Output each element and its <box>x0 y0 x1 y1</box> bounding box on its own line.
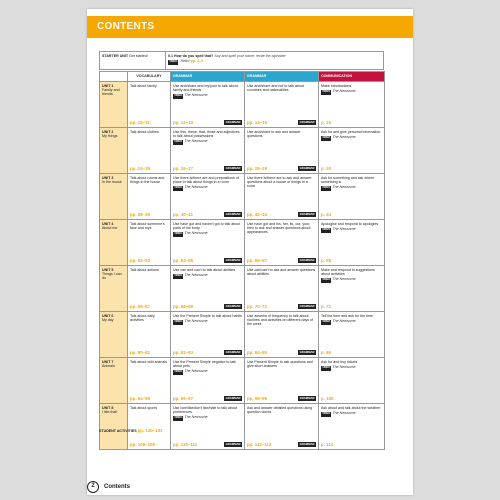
grammar-cell-1 <box>171 82 245 128</box>
unit-number: UNIT 1 <box>102 84 114 88</box>
page-number-badge: 2 <box>87 481 99 493</box>
grammar-cell-2 <box>245 404 319 450</box>
communication-cell <box>319 82 385 128</box>
grammar-cell-1 <box>171 128 245 174</box>
communication-pages: p. 58 <box>321 257 332 263</box>
grammar-badge: GRAMMAR <box>225 166 241 171</box>
video-badge: VIDEO <box>174 232 183 236</box>
vocabulary-cell <box>128 266 171 312</box>
communication-cell <box>319 266 385 312</box>
vocabulary-pages: pp. 108–109 <box>130 441 155 447</box>
video-badge: VIDEO <box>174 370 183 374</box>
grammar-pages-2: pp. 56–57 <box>247 257 268 263</box>
footer-section-label: Contents <box>104 484 130 490</box>
unit-cell <box>100 404 128 450</box>
vocabulary-pages: pp. 38–39 <box>130 211 151 217</box>
vocabulary-pages: pp. 66–67 <box>130 303 151 309</box>
unit-title: Things I can do <box>102 272 122 281</box>
starter-video-badge: VIDEO <box>169 60 178 64</box>
unit-title: Family and friends <box>102 88 120 97</box>
grammar-pages-2: pp. 84–85 <box>247 349 268 355</box>
video-badge: VIDEO <box>322 412 331 415</box>
grammar-cell-2 <box>245 128 319 174</box>
contents-header-band <box>87 16 413 38</box>
grammar-badge: GRAMMAR <box>299 120 315 125</box>
video-title: The Newsome <box>332 89 356 93</box>
grammar-text-1: Use there is/there are and prepositions of place to talk about things in a room <box>173 176 239 185</box>
video-badge: VIDEO <box>174 186 183 190</box>
unit-number: UNIT 6 <box>102 314 114 318</box>
vocabulary-header: VOCABULARY <box>128 72 171 82</box>
grammar-pages-2: pp. 98–99 <box>247 395 268 401</box>
grammar-cell-2 <box>245 266 319 312</box>
grammar-badge: GRAMMAR <box>225 120 241 125</box>
vocabulary-pages: pp. 10–11 <box>130 119 150 125</box>
header-blank-cell <box>100 72 128 82</box>
unit-row <box>100 220 385 266</box>
video-title: The Newsome <box>184 93 208 98</box>
vocabulary-pages: pp. 52–53 <box>130 257 151 263</box>
communication-pages: p. 16 <box>321 119 332 125</box>
grammar-text-1: Use can and can't to talk about abilities <box>173 268 236 272</box>
vocabulary-cell <box>128 220 171 266</box>
grammar-text-1: Use and/share and my/your to talk about family and friends <box>173 84 238 93</box>
grammar-pages-2: pp. 112–113 <box>247 441 272 447</box>
vocabulary-cell <box>128 312 171 358</box>
unit-cell <box>100 128 128 174</box>
communication-text: Make and respond to suggestions about activities <box>321 268 375 277</box>
unit-row <box>100 312 385 358</box>
vocabulary-text: Talk about actions <box>130 268 159 272</box>
grammar-pages-2: pp. 70–71 <box>247 303 268 309</box>
communication-pages: p. 100 <box>321 395 334 401</box>
communication-text: Ask for something and ask where something is <box>321 176 375 185</box>
communication-pages: p. 114 <box>321 441 334 447</box>
grammar-text-2: Use and/share and not to talk about countries and nationalities <box>247 84 304 93</box>
grammar-text-2: Use there is/there are to ask and answer questions about a house or things in a room <box>247 176 312 189</box>
video-title: The Newsome <box>184 185 208 190</box>
unit-number: UNIT 8 <box>102 406 114 410</box>
video-badge: VIDEO <box>174 274 183 277</box>
communication-text: Ask about and talk about the weather <box>321 406 381 410</box>
grammar-pages-1: pp. 12–13 <box>173 119 194 125</box>
grammar-badge: GRAMMAR <box>225 350 241 355</box>
grammar-pages-2: pp. 42–43 <box>247 211 268 217</box>
vocabulary-cell <box>128 82 171 128</box>
unit-row <box>100 404 385 450</box>
unit-cell <box>100 220 128 266</box>
video-badge: VIDEO <box>322 186 331 190</box>
vocabulary-text: Talk about rooms and things in the house <box>130 176 165 185</box>
unit-number: UNIT 3 <box>102 176 114 180</box>
grammar-pages-1: pp. 96–97 <box>173 395 194 401</box>
grammar-badge: GRAMMAR <box>299 304 315 309</box>
grammar-badge: GRAMMAR <box>299 258 315 263</box>
unit-title: Animals <box>102 364 115 369</box>
grammar-cell-2 <box>245 174 319 220</box>
vocabulary-text: Talk about clothes <box>130 130 159 134</box>
contents-page <box>87 9 413 495</box>
vocabulary-cell <box>128 358 171 404</box>
communication-text: Ask for and give personal information <box>321 130 381 134</box>
communication-cell <box>319 404 385 450</box>
video-title: The Newsome <box>184 231 208 236</box>
unit-number: UNIT 7 <box>102 360 114 364</box>
page-title: CONTENTS <box>97 21 155 32</box>
grammar-text-2: Use can/can't to ask and answer questions about abilities <box>247 268 316 277</box>
starter-pages: pp. 4–5 <box>190 59 204 64</box>
starter-unit-label-cell <box>100 52 166 69</box>
grammar-text-1: Use have got and haven't got to talk about parts of the body <box>173 222 241 231</box>
unit-number: UNIT 4 <box>102 222 114 226</box>
video-title: The Newsome <box>332 411 356 415</box>
grammar-text-1: Use the Present Simple to talk about habits <box>173 314 242 318</box>
grammar-text-2: Ask and answer detailed questions using question words <box>247 406 313 415</box>
grammar-text-2: Use have got and his, her, its, our, your, their to ask and answer questions about appearances <box>247 222 311 235</box>
communication-cell <box>319 220 385 266</box>
video-badge: VIDEO <box>174 94 183 98</box>
unit-row <box>100 128 385 174</box>
video-badge: VIDEO <box>174 320 183 323</box>
unit-row <box>100 82 385 128</box>
communication-cell <box>319 312 385 358</box>
video-badge: VIDEO <box>322 366 331 369</box>
grammar-badge: GRAMMAR <box>299 166 315 171</box>
grammar-badge: GRAMMAR <box>225 212 241 217</box>
unit-row <box>100 358 385 404</box>
video-badge: VIDEO <box>322 90 331 93</box>
communication-pages: p. 30 <box>321 165 332 171</box>
video-badge: VIDEO <box>174 140 183 144</box>
student-activities <box>99 428 163 433</box>
unit-title: My things <box>102 134 118 139</box>
unit-number: UNIT 2 <box>102 130 114 134</box>
video-title: The Newsome <box>332 227 356 231</box>
starter-video-title: Hello! <box>180 59 190 64</box>
communication-header: COMMUNICATION <box>319 72 385 82</box>
video-title: The Newsome <box>332 185 356 190</box>
starter-unit-tagline: Get started! <box>129 54 148 58</box>
video-title: The Newsome <box>332 319 356 323</box>
unit-row <box>100 266 385 312</box>
video-badge: VIDEO <box>322 320 331 323</box>
grammar-cell-1 <box>171 220 245 266</box>
grammar-pages-2: pp. 14–15 <box>247 119 268 125</box>
unit-cell <box>100 266 128 312</box>
grammar-badge: GRAMMAR <box>225 442 241 447</box>
video-title: The Newsome <box>184 369 208 374</box>
grammar-text-2: Use adverbs of frequency to talk about routines and activities on different days of the week <box>247 314 314 327</box>
vocabulary-pages: pp. 80–81 <box>130 349 151 355</box>
grammar-cell-1 <box>171 174 245 220</box>
grammar-text-2: Use Present Simple to ask questions and give short answers <box>247 360 313 369</box>
grammar-pages-2: pp. 28–29 <box>247 165 268 171</box>
grammar-badge: GRAMMAR <box>225 258 241 263</box>
vocabulary-cell <box>128 404 171 450</box>
video-title: The Newsome <box>184 319 208 323</box>
video-title: The Newsome <box>332 135 356 139</box>
grammar-badge: GRAMMAR <box>299 396 315 401</box>
grammar-badge: GRAMMAR <box>299 212 315 217</box>
starter-lesson-number: 0.1 <box>168 54 173 58</box>
grammar-badge: GRAMMAR <box>299 350 315 355</box>
communication-cell <box>319 128 385 174</box>
grammar-cell-2 <box>245 220 319 266</box>
grammar-badge: GRAMMAR <box>299 442 315 447</box>
unit-row <box>100 174 385 220</box>
starter-unit-row <box>99 51 384 70</box>
grammar-cell-2 <box>245 82 319 128</box>
vocabulary-cell <box>128 174 171 220</box>
vocabulary-text: Talk about sports <box>130 406 158 410</box>
grammar-pages-1: pp. 82–83 <box>173 349 194 355</box>
unit-number: UNIT 5 <box>102 268 114 272</box>
grammar-text-2: Use and/share to ask and answer questions <box>247 130 301 139</box>
grammar-badge: GRAMMAR <box>225 304 241 309</box>
grammar-cell-1 <box>171 266 245 312</box>
grammar-pages-1: pp. 40–41 <box>173 211 194 217</box>
video-title: The Newsome <box>184 139 208 144</box>
unit-title: About me <box>102 226 118 231</box>
starter-unit-label: STARTER UNIT <box>102 54 129 58</box>
starter-unit-lesson-cell <box>166 52 383 69</box>
unit-cell <box>100 82 128 128</box>
communication-text: Apologise and respond to apologies <box>321 222 379 226</box>
vocabulary-pages: pp. 94–95 <box>130 395 151 401</box>
communication-cell <box>319 174 385 220</box>
grammar-pages-1: pp. 54–55 <box>173 257 194 263</box>
video-title: The Newsome <box>184 415 208 420</box>
vocabulary-text: Talk about someone's face and toys <box>130 222 165 231</box>
video-title: The Newsome <box>332 277 356 282</box>
grammar-cell-2 <box>245 358 319 404</box>
vocabulary-text: Talk about wild animals <box>130 360 167 364</box>
video-title: The Newsome <box>184 273 208 277</box>
video-badge: VIDEO <box>322 136 331 139</box>
contents-table <box>99 71 385 450</box>
unit-rows <box>100 82 385 450</box>
vocabulary-cell <box>128 128 171 174</box>
grammar-text-1: Use the Present Simple negative to talk about pets <box>173 360 236 369</box>
grammar-pages-1: pp. 110–111 <box>173 441 198 447</box>
column-header-row <box>100 72 385 82</box>
communication-pages: p. 72 <box>321 303 332 309</box>
grammar-text-1: Use love/like/don't like/hate to talk about preferences <box>173 406 238 415</box>
communication-text: Ask for and buy tickets <box>321 360 358 364</box>
grammar-cell-1 <box>171 404 245 450</box>
student-activities-pages: pp. 130–133 <box>137 428 163 433</box>
grammar-text-1: Use this, these, that, those and adjectives to talk about possessions <box>173 130 240 139</box>
grammar-badge: GRAMMAR <box>225 396 241 401</box>
grammar-pages-1: pp. 26–27 <box>173 165 194 171</box>
video-badge: VIDEO <box>322 278 331 282</box>
communication-pages: p. 86 <box>321 349 332 355</box>
grammar-cell-1 <box>171 312 245 358</box>
grammar-header-1: GRAMMAR <box>171 72 245 82</box>
student-activities-label: STUDENT ACTIVITIES <box>99 429 137 433</box>
vocabulary-pages: pp. 24–25 <box>130 165 151 171</box>
video-badge: VIDEO <box>174 416 183 420</box>
unit-title: In the house <box>102 180 122 185</box>
vocabulary-text: Talk about daily activities <box>130 314 155 323</box>
video-title: The Newsome <box>332 365 356 369</box>
unit-cell <box>100 174 128 220</box>
video-badge: VIDEO <box>322 228 331 231</box>
unit-cell <box>100 358 128 404</box>
unit-title: I like that! <box>102 410 118 415</box>
starter-lesson-title: How do you spell that? <box>174 54 214 58</box>
grammar-cell-2 <box>245 312 319 358</box>
communication-pages: p. 44 <box>321 211 332 217</box>
communication-text: Tell the time and ask for the time <box>321 314 373 318</box>
starter-lesson-description: Say and spell your name; recite the alphabet <box>214 54 286 58</box>
grammar-cell-1 <box>171 358 245 404</box>
unit-title: My day <box>102 318 114 323</box>
unit-cell <box>100 312 128 358</box>
grammar-pages-1: pp. 68–69 <box>173 303 194 309</box>
vocabulary-text: Talk about family <box>130 84 157 88</box>
grammar-header-2: GRAMMAR <box>245 72 319 82</box>
communication-cell <box>319 358 385 404</box>
communication-text: Make introductions <box>321 84 352 88</box>
